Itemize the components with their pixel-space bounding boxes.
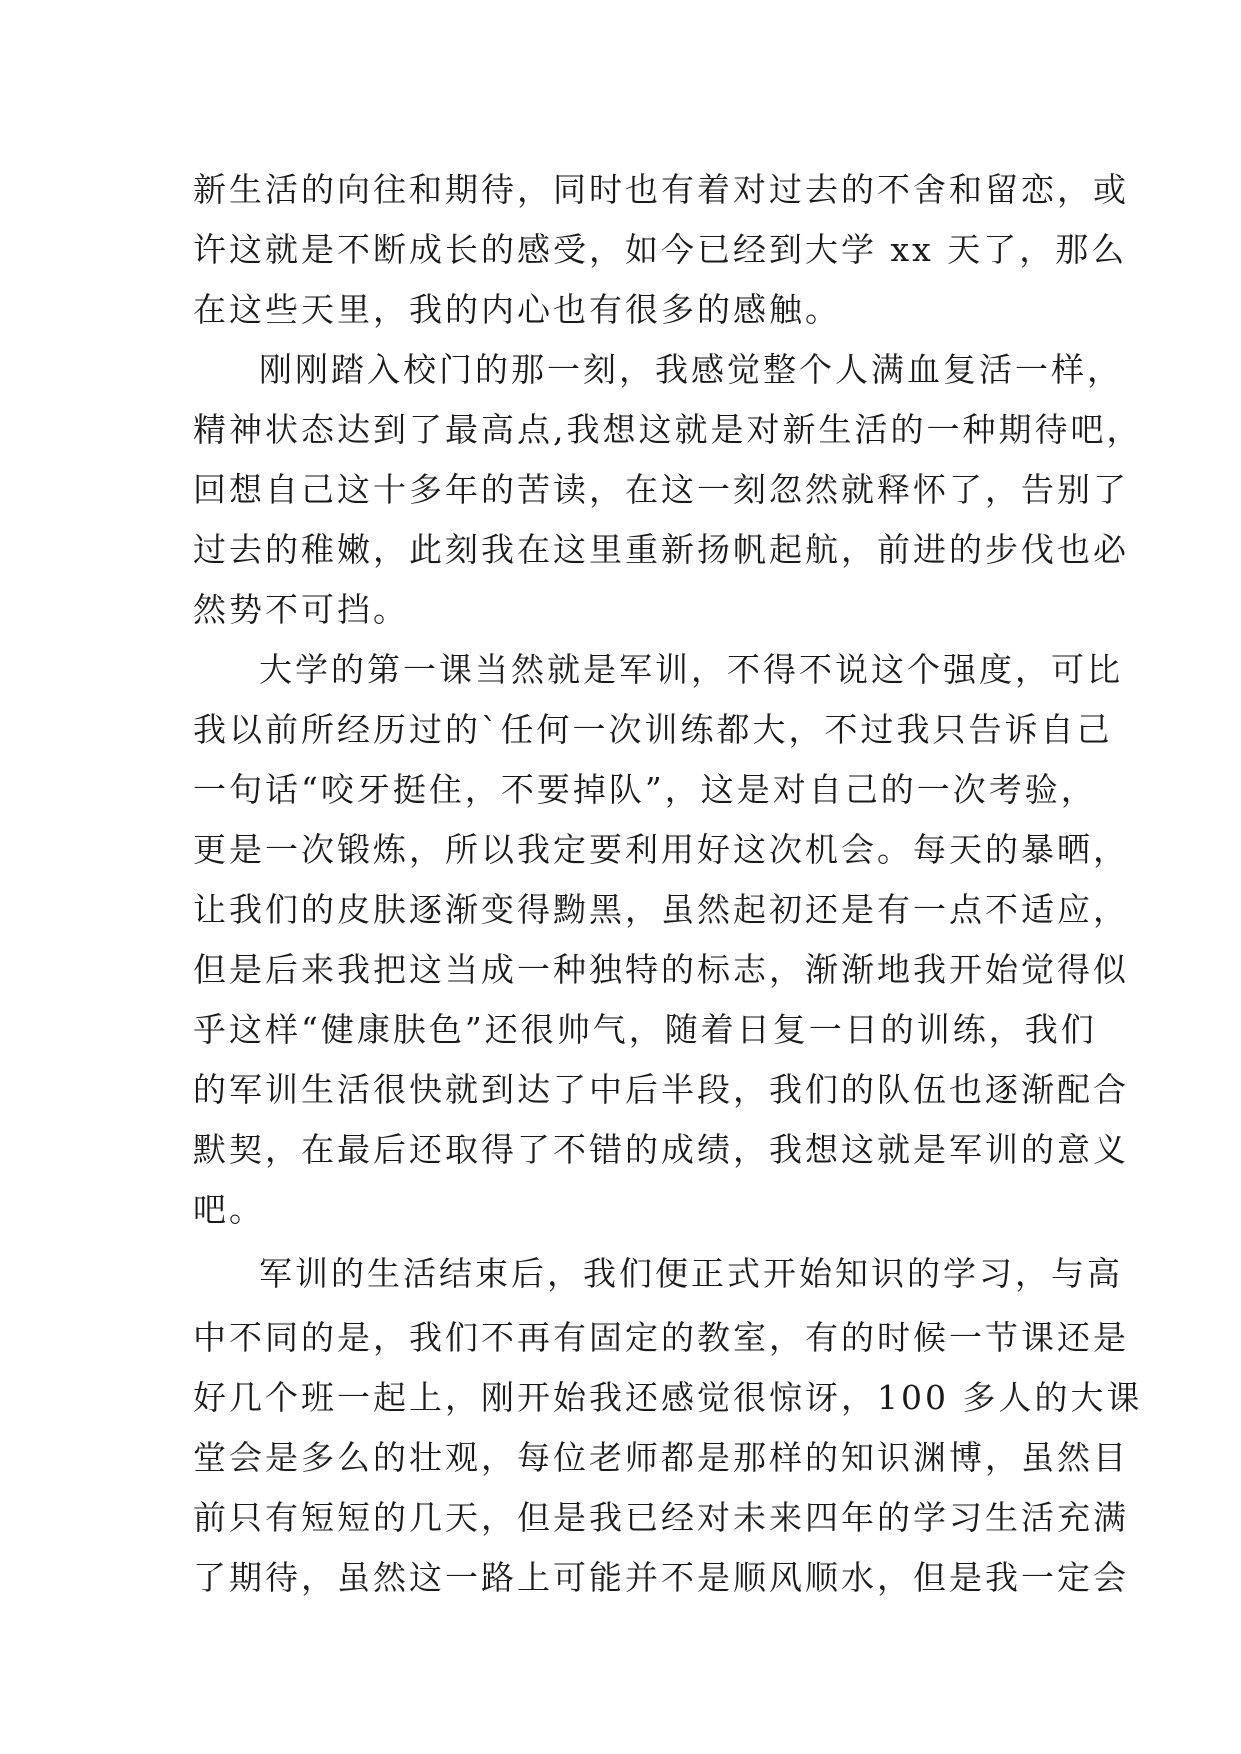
text-line: 刚刚踏入校门的那一刻，我感觉整个人满血复活一样， [259,350,1123,389]
text-line: 新生活的向往和期待，同时也有着对过去的不舍和留恋，或 [193,170,1129,209]
paragraph-2 [193,340,1143,640]
text-line: 前只有短短的几天，但是我已经对未来四年的学习生活充满 [193,1498,1129,1537]
paragraph-4 [193,1240,1143,1608]
text-line: 但是后来我把这当成一种独特的标志，渐渐地我开始觉得似 [193,950,1129,989]
text-line: 回想自己这十多年的苦读，在这一刻忽然就释怀了，告别了 [193,470,1129,509]
text-line: 一句话“咬牙挺住，不要掉队”，这是对自己的一次考验， [193,770,1097,809]
paragraph-1 [193,160,1129,340]
text-line: 精神状态达到了最高点,我想这就是对新生活的一种期待吧， [193,410,1143,449]
text-line: 我以前所经历过的`任何一次训练都大，不过我只告诉自己 [193,710,1113,749]
text-line: 的军训生活很快就到达了中后半段，我们的队伍也逐渐配合 [193,1070,1129,1109]
text-line: 默契，在最后还取得了不错的成绩，我想这就是军训的意义 [193,1130,1129,1169]
text-line: 大学的第一课当然就是军训，不得不说这个强度，可比 [259,650,1123,689]
text-line: 更是一次锻炼，所以我定要利用好这次机会。每天的暴晒， [193,830,1129,869]
text-line: 在这些天里，我的内心也有很多的感触。 [193,290,841,329]
text-line: 乎这样“健康肤色”还很帅气，随着日复一日的训练，我们 [193,1010,1097,1049]
text-line: 让我们的皮肤逐渐变得黝黑，虽然起初还是有一点不适应， [193,890,1129,929]
text-line: 了期待，虽然这一路上可能并不是顺风顺水，但是我一定会 [193,1558,1129,1597]
paragraph-3 [193,640,1129,1240]
text-line: 中不同的是，我们不再有固定的教室，有的时候一节课还是 [193,1318,1129,1357]
text-line: 军训的生活结束后，我们便正式开始知识的学习，与高 [259,1254,1123,1293]
text-line: 过去的稚嫩，此刻我在这里重新扬帆起航，前进的步伐也必 [193,530,1129,569]
document-body [193,160,1143,1608]
text-line: 好几个班一起上，刚开始我还感觉很惊讶，100 多人的大课 [193,1378,1143,1417]
text-line: 许这就是不断成长的感受，如今已经到大学 xx 天了，那么 [193,230,1128,269]
text-line: 堂会是多么的壮观，每位老师都是那样的知识渊博，虽然目 [193,1438,1129,1477]
text-line: 然势不可挡。 [193,590,409,629]
text-line: 吧。 [193,1190,265,1229]
